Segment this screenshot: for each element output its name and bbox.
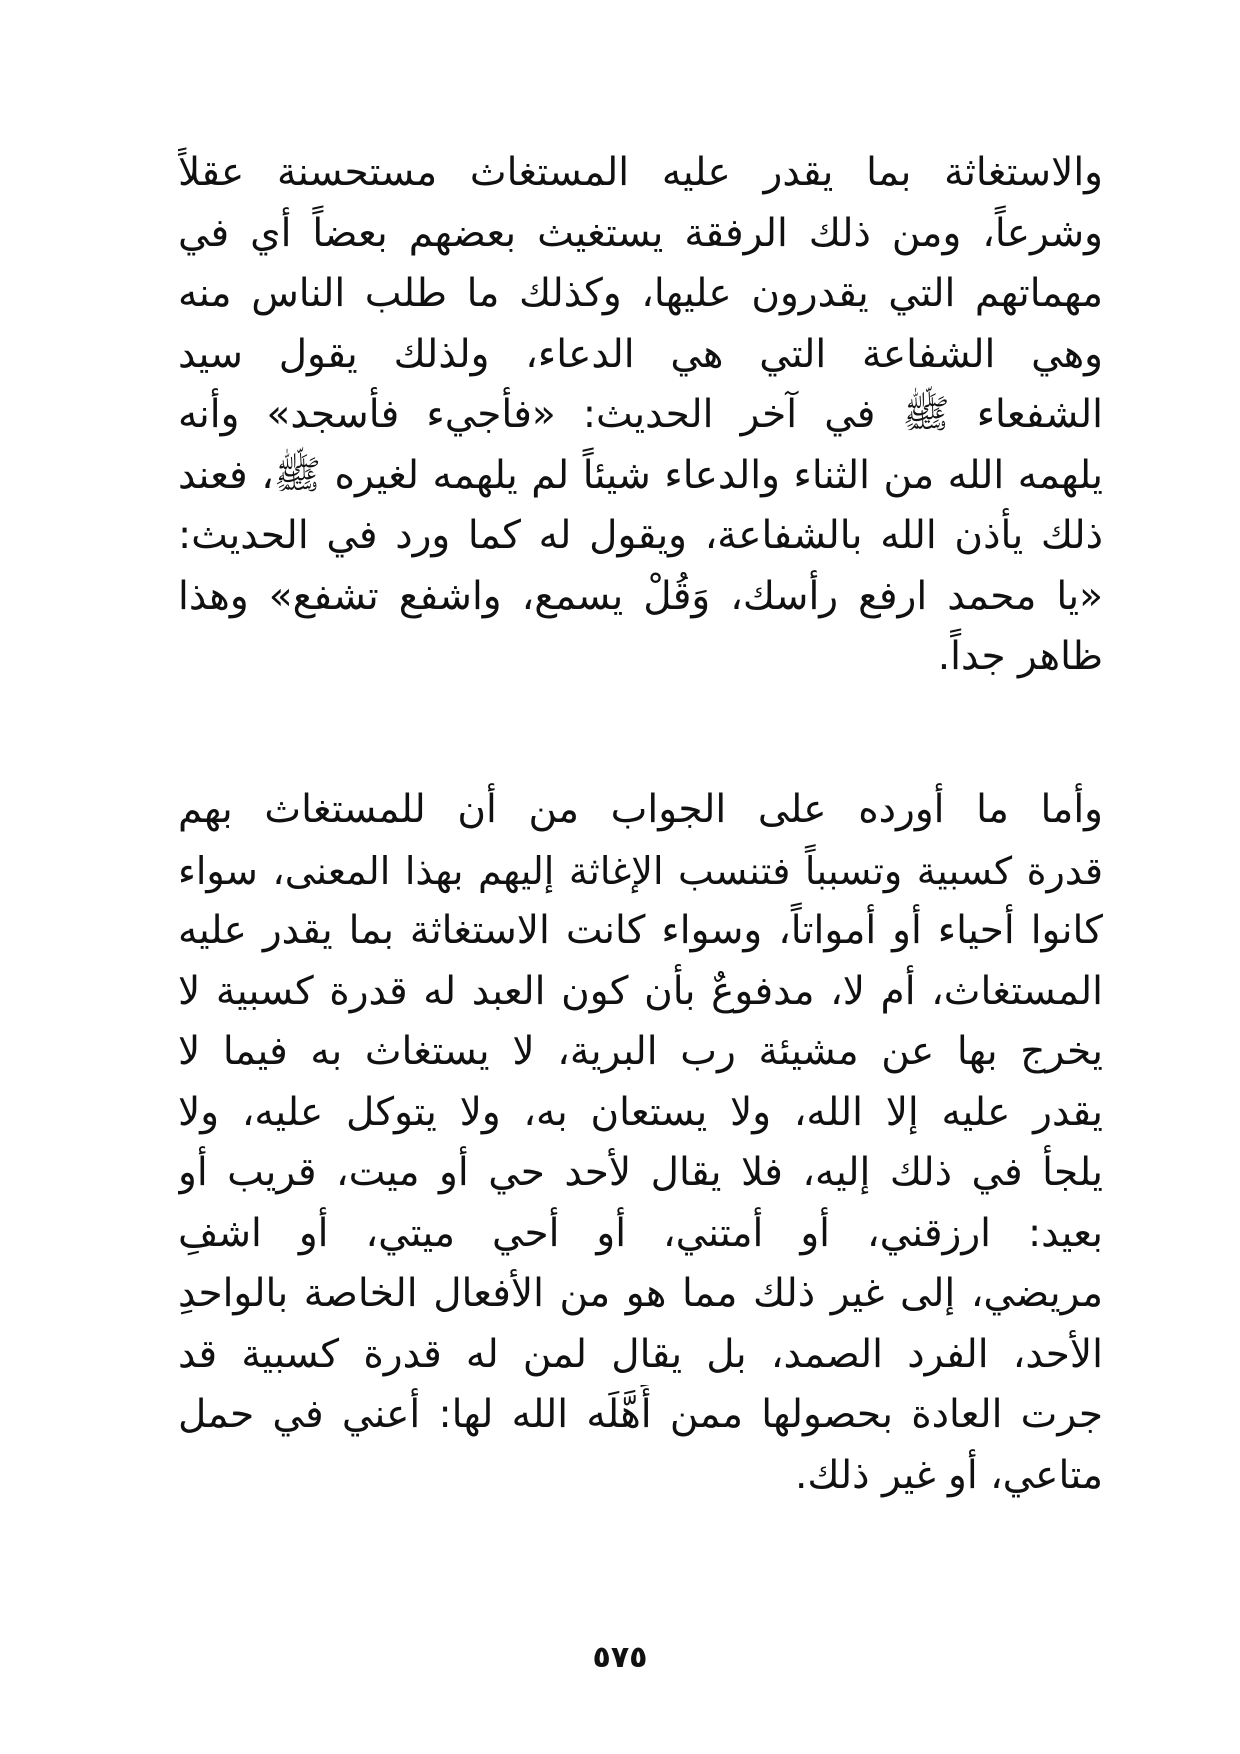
text-line: متاعي، أو غير ذلك. xyxy=(795,1452,1103,1498)
paragraph-2 xyxy=(178,780,1103,1506)
text-line: والاستغاثة بما يقدر عليه المستغاث مستحسنة عقلاً xyxy=(178,150,1103,195)
page-number: ٥٧٥ xyxy=(592,1640,648,1675)
text-line: يقدر عليه إلا الله، ولا يستعان به، ولا يتوكل عليه، ولا xyxy=(178,1089,1103,1135)
text-line: يلجأ في ذلك إليه، فلا يقال لأحد حي أو ميت، قريب أو xyxy=(178,1150,1103,1195)
text-line: وهي الشفاعة التي هي الدعاء، ولذلك يقول سيد xyxy=(178,331,1103,377)
text-line: يخرج بها عن مشيئة رب البرية، لا يستغاث به فيما لا xyxy=(178,1029,1103,1074)
text-line: ذلك يأذن الله بالشفاعة، ويقول له كما ورد في الحديث: xyxy=(178,513,1103,558)
text-line: جرت العادة بحصولها ممن أَهَّلَه الله لها: أعني في حمل xyxy=(178,1392,1103,1437)
text-line: «يا محمد ارفع رأسك، وَقُلْ يسمع، واشفع تشفع» وهذا xyxy=(178,573,1103,619)
text-line: يلهمه الله من الثناء والدعاء شيئاً لم يلهمه لغيره ﷺ، فعند xyxy=(178,452,1103,498)
paragraph-1 xyxy=(178,143,1103,688)
text-line: قدرة كسبية وتسبباً فتنسب الإغاثة إليهم بهذا المعنى، سواء xyxy=(178,848,1103,893)
text-line: وأما ما أورده على الجواب من أن للمستغاث بهم xyxy=(178,787,1103,832)
text-line: بعيد: ارزقني، أو أمتني، أو أحي ميتي، أو اشفِ xyxy=(178,1210,1103,1256)
text-line: مهماتهم التي يقدرون عليها، وكذلك ما طلب الناس منه xyxy=(178,271,1103,316)
text-line: كانوا أحياء أو أمواتاً، وسواء كانت الاستغاثة بما يقدر عليه xyxy=(178,908,1103,953)
text-line: الشفعاء ﷺ في آخر الحديث: «فأجيء فأسجد» وأنه xyxy=(178,392,1103,437)
text-line: وشرعاً، ومن ذلك الرفقة يستغيث بعضهم بعضاً أي في xyxy=(178,210,1103,256)
text-line: الأحد، الفرد الصمد، بل يقال لمن له قدرة كسبية قد xyxy=(178,1331,1103,1377)
text-line: ظاهر جداً. xyxy=(937,634,1103,679)
text-line: مريضي، إلى غير ذلك مما هو من الأفعال الخاصة بالواحدِ xyxy=(178,1271,1103,1316)
text-line: المستغاث، أم لا، مدفوعٌ بأن كون العبد له قدرة كسبية لا xyxy=(178,968,1103,1014)
